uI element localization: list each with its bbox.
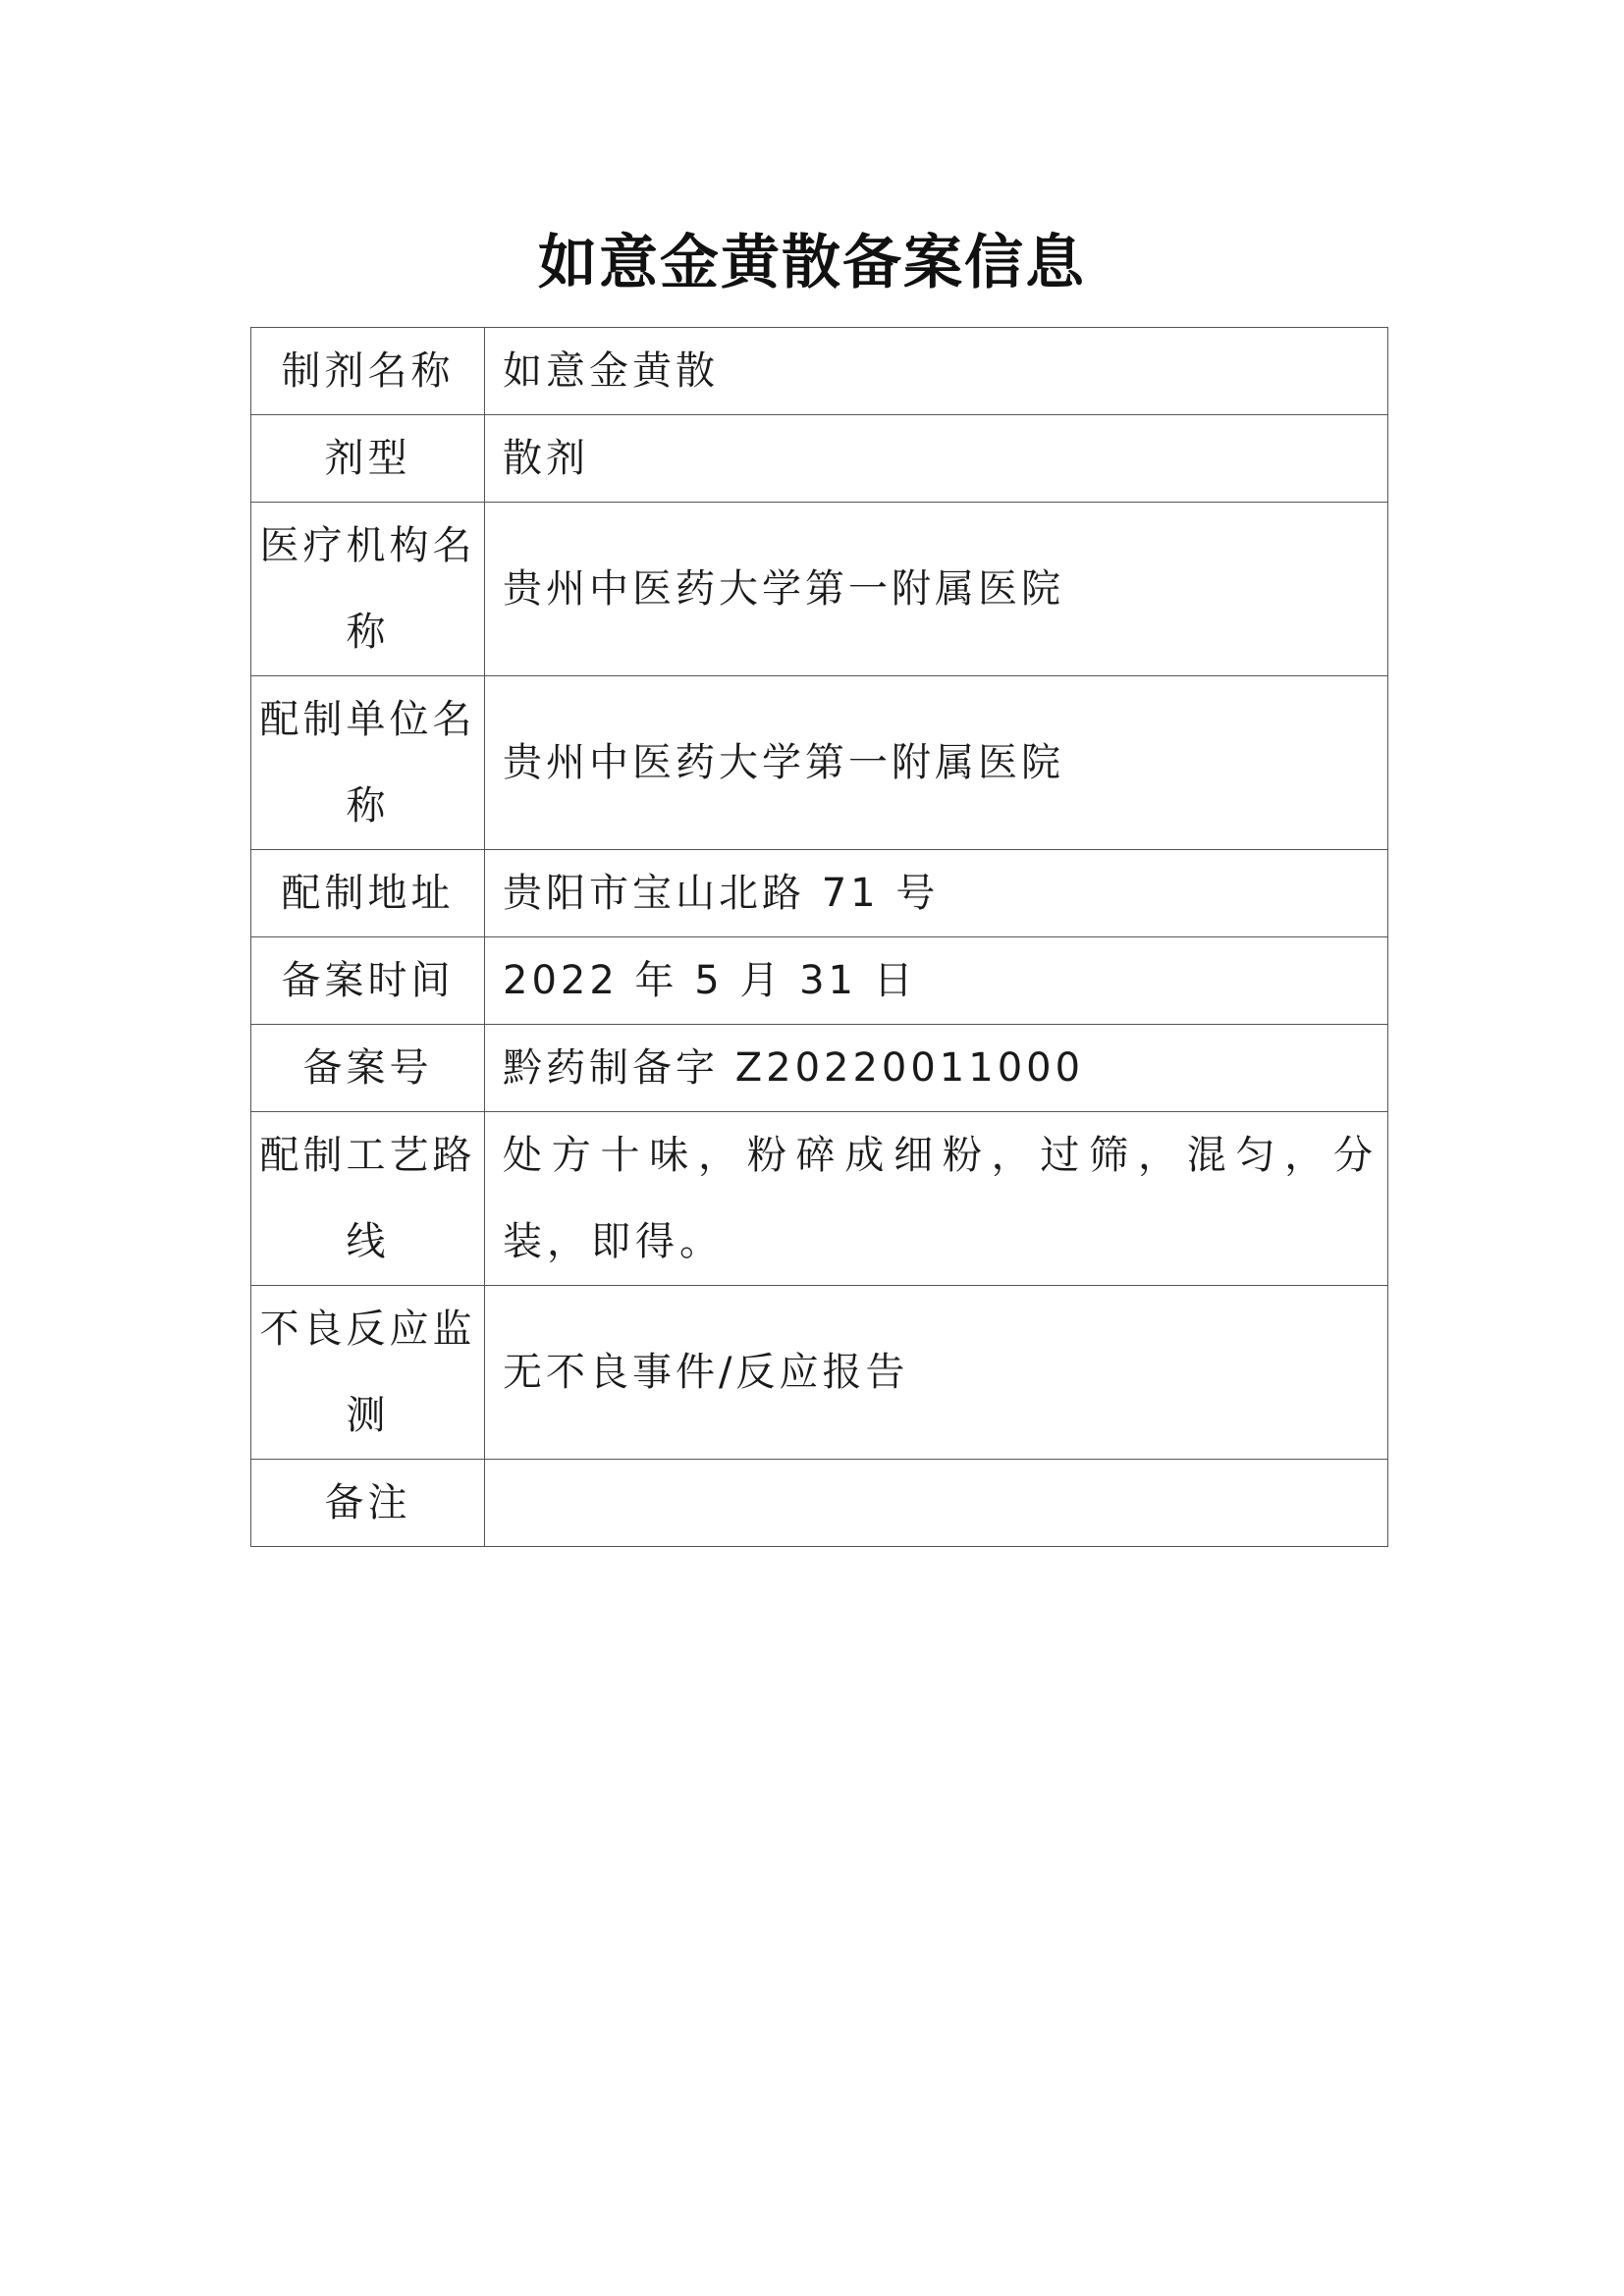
table-row-filing-number — [251, 1025, 1388, 1112]
row-label: 备案号 — [251, 1025, 485, 1112]
table-row-preparation-unit — [251, 676, 1388, 850]
row-value: 散剂 — [485, 415, 1388, 503]
row-label: 医疗机构名称 — [251, 503, 485, 676]
row-label: 不良反应监测 — [251, 1286, 485, 1460]
table-row-remarks — [251, 1460, 1388, 1547]
row-label: 配制地址 — [251, 850, 485, 937]
row-label: 配制单位名称 — [251, 676, 485, 850]
table-row-preparation-address — [251, 850, 1388, 937]
table-row-adverse-reaction — [251, 1286, 1388, 1460]
row-label: 制剂名称 — [251, 328, 485, 415]
row-label: 备案时间 — [251, 937, 485, 1025]
row-value: 贵州中医药大学第一附属医院 — [485, 676, 1388, 850]
table-row-medical-institution — [251, 503, 1388, 676]
row-value: 2022 年 5 月 31 日 — [485, 937, 1388, 1025]
row-label: 备注 — [251, 1460, 485, 1547]
row-value: 处方十味，粉碎成细粉，过筛，混匀，分装，即得。 — [485, 1112, 1388, 1286]
document-title: 如意金黄散备案信息 — [538, 229, 1086, 297]
row-value: 贵阳市宝山北路 71 号 — [485, 850, 1388, 937]
row-value: 黔药制备字 Z20220011000 — [485, 1025, 1388, 1112]
table-row-process-route — [251, 1112, 1388, 1286]
filing-info-table — [250, 327, 1388, 1547]
row-label: 剂型 — [251, 415, 485, 503]
row-value: 无不良事件/反应报告 — [485, 1286, 1388, 1460]
row-label: 配制工艺路线 — [251, 1112, 485, 1286]
table-row-preparation-name — [251, 328, 1388, 415]
table-row-filing-date — [251, 937, 1388, 1025]
row-value — [485, 1460, 1388, 1547]
row-value: 贵州中医药大学第一附属医院 — [485, 503, 1388, 676]
table-row-dosage-form — [251, 415, 1388, 503]
row-value: 如意金黄散 — [485, 328, 1388, 415]
